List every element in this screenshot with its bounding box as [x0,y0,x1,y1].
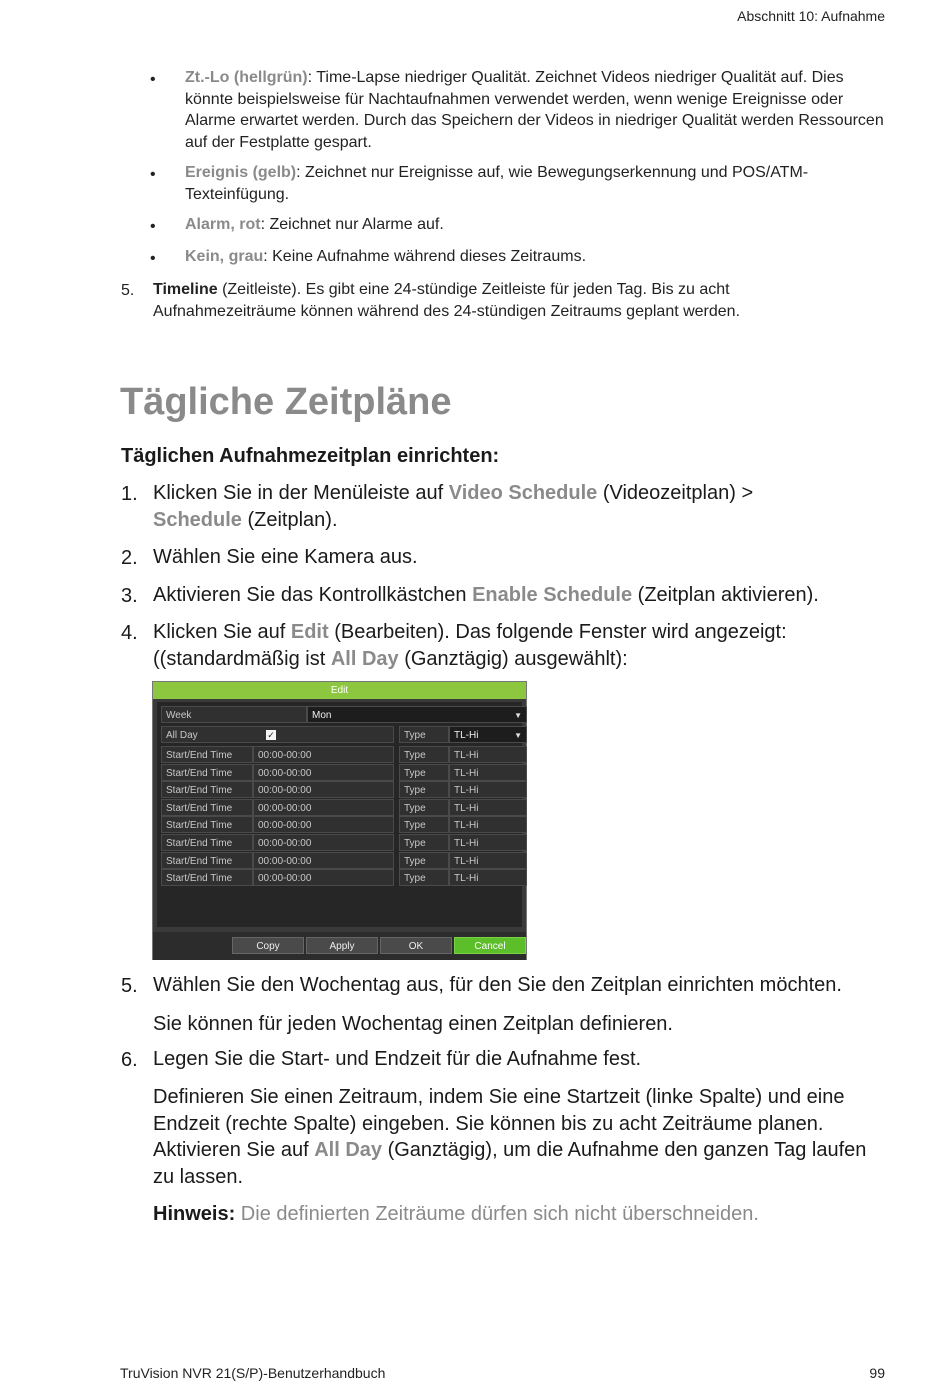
ui-term: Edit [290,621,329,643]
step-text: Klicken Sie in der Menüleiste auf [153,482,449,504]
time-range-input[interactable]: 00:00-00:00 [253,869,394,886]
timeline-term: Timeline [153,281,218,298]
chevron-down-icon: ▼ [514,711,522,720]
step-4 [153,619,893,672]
step-text: (Bearbeiten). Das folgende Fenster wird angezeigt: ((standardmäßig ist [153,621,787,670]
allday-label: All Day [166,730,198,741]
dialog-body [157,702,522,927]
week-label: Week [161,706,307,723]
schedule-row [161,816,518,833]
timeline-text: (Zeitleiste). Es gibt eine 24-stündige Zeitleiste für jeden Tag. Bis zu acht Aufnahmezeiträume können während des 24-stündigen Zeitraums geplant werden. [153,281,741,320]
start-end-label: Start/End Time [161,746,253,763]
week-select[interactable] [307,706,527,723]
step-2: Wählen Sie eine Kamera aus. [153,546,418,568]
step-number: 6. [121,1049,138,1071]
time-range-input[interactable]: 00:00-00:00 [253,781,394,798]
row-type-value[interactable]: TL-Hi [449,869,527,886]
schedule-row [161,852,518,869]
start-end-label: Start/End Time [161,834,253,851]
timeline-paragraph [153,279,873,322]
step-text: (Zeitplan). [241,508,338,531]
bullet-text: : Zeichnet nur Ereignisse auf, wie Bewegungserkennung und POS/ATM-Texteinfügung. [185,164,809,203]
step-text: (Zeitplan aktivieren). [632,584,819,606]
row-type-label: Type [399,869,449,886]
step-text: (Ganztägig), um die Aufnahme den ganzen Tag laufen zu lassen. [153,1139,867,1188]
start-end-label: Start/End Time [161,799,253,816]
ui-term: Video Schedule [448,482,598,504]
ui-term: All Day [330,647,399,670]
step-5-note: Sie können für jeden Wochentag einen Zeitplan definieren. [153,1013,673,1035]
cancel-button[interactable]: Cancel [454,937,526,954]
step-text: Aktivieren Sie das Kontrollkästchen [153,584,473,606]
bullet-alarm [185,214,885,236]
step-5: Wählen Sie den Wochentag aus, für den Sie den Zeitplan einrichten möchten. [153,974,842,996]
bullet-glyph: • [150,250,156,267]
dialog-footer [153,932,526,960]
allday-label-cell [161,726,394,743]
step-text: (Videozeitplan) > [597,482,754,504]
week-row [161,706,522,723]
step-number: 5. [121,975,138,997]
ui-term: All Day [314,1139,383,1161]
row-type-value[interactable]: TL-Hi [449,816,527,833]
type-label: Type [399,726,449,743]
step-6: Legen Sie die Start- und Endzeit für die Aufnahme fest. [153,1048,642,1070]
footer-manual-title: TruVision NVR 21(S/P)-Benutzerhandbuch [120,1365,386,1381]
time-range-input[interactable]: 00:00-00:00 [253,799,394,816]
type-select[interactable] [449,726,527,743]
bullet-text: : Zeichnet nur Alarme auf. [260,216,444,233]
section-title: Tägliche Zeitpläne [120,381,452,423]
allday-row [161,726,522,743]
time-range-input[interactable]: 00:00-00:00 [253,834,394,851]
row-type-value[interactable]: TL-Hi [449,764,527,781]
schedule-row [161,799,518,816]
start-end-label: Start/End Time [161,869,253,886]
bullet-text: : Time-Lapse niedriger Qualität. Zeichnet Videos niedriger Qualität auf. Dies könnte beispielsweise für Nachtaufnahmen verwendet werden, wenn wenige Ereignisse oder Alarme erwartet werden. Durch das Speichern der Videos in niedriger Qualität werden Ressourcen auf der Festplatte gespart. [185,69,884,151]
start-end-label: Start/End Time [161,852,253,869]
row-type-label: Type [399,781,449,798]
ui-term: Enable Schedule [472,584,633,606]
row-type-value[interactable]: TL-Hi [449,852,527,869]
note-text: Die definierten Zeiträume dürfen sich nicht überschneiden. [235,1203,759,1225]
step-number: 4. [121,622,138,644]
chevron-down-icon: ▼ [514,731,522,740]
time-range-input[interactable]: 00:00-00:00 [253,852,394,869]
row-type-value[interactable]: TL-Hi [449,834,527,851]
start-end-label: Start/End Time [161,781,253,798]
bullet-keyword: Kein, grau [185,248,264,265]
row-type-label: Type [399,852,449,869]
type-value: TL-Hi [454,730,479,741]
step-number: 3. [121,585,138,607]
start-end-label: Start/End Time [161,764,253,781]
schedule-row [161,781,518,798]
schedule-row [161,834,518,851]
row-type-value[interactable]: TL-Hi [449,799,527,816]
running-header: Abschnitt 10: Aufnahme [737,8,885,24]
list-number: 5. [121,282,135,299]
step-text: Definieren Sie einen Zeitraum, indem Sie eine Startzeit (linke Spalte) und eine Endzeit (rechte Spalte) eingeben. Sie können bis zu acht Zeiträume planen. Aktivieren Sie auf [153,1086,845,1161]
row-type-label: Type [399,746,449,763]
step-6-detail [153,1084,893,1190]
bullet-zt-lo [185,67,885,153]
bullet-kein [185,246,885,268]
note [153,1201,893,1228]
ui-term: Schedule [153,508,242,531]
edit-dialog [152,681,527,960]
step-number: 2. [121,547,138,569]
sub-heading: Täglichen Aufnahmezeitplan einrichten: [121,445,500,467]
schedule-row [161,746,518,763]
step-1 [153,480,893,533]
row-type-value[interactable]: TL-Hi [449,781,527,798]
bullet-text: : Keine Aufnahme während dieses Zeitraums. [263,248,587,265]
copy-button[interactable]: Copy [232,937,304,954]
week-value: Mon [312,710,332,721]
page-number: 99 [869,1365,885,1381]
start-end-label: Start/End Time [161,816,253,833]
apply-button[interactable]: Apply [306,937,378,954]
row-type-label: Type [399,816,449,833]
schedule-row [161,764,518,781]
bullet-glyph: • [150,166,156,183]
schedule-row [161,869,518,886]
row-type-value[interactable]: TL-Hi [449,746,527,763]
time-range-input[interactable]: 00:00-00:00 [253,816,394,833]
bullet-keyword: Zt.-Lo (hellgrün) [185,69,308,86]
allday-checkbox[interactable]: ✓ [267,730,275,740]
bullet-keyword: Ereignis (gelb) [185,164,297,181]
step-number: 1. [121,483,138,505]
step-text: (Ganztägig) ausgewählt): [398,647,628,670]
row-type-label: Type [399,799,449,816]
dialog-title: Edit [153,682,526,699]
bullet-glyph: • [150,218,156,235]
bullet-keyword: Alarm, rot [185,216,261,233]
row-type-label: Type [399,764,449,781]
step-3 [153,582,893,609]
step-text: Klicken Sie auf [153,621,291,643]
bullet-ereignis [185,162,885,205]
bullet-glyph: • [150,71,156,88]
row-type-label: Type [399,834,449,851]
time-range-input[interactable]: 00:00-00:00 [253,764,394,781]
note-label: Hinweis: [153,1203,236,1225]
time-range-input[interactable]: 00:00-00:00 [253,746,394,763]
ok-button[interactable]: OK [380,937,452,954]
